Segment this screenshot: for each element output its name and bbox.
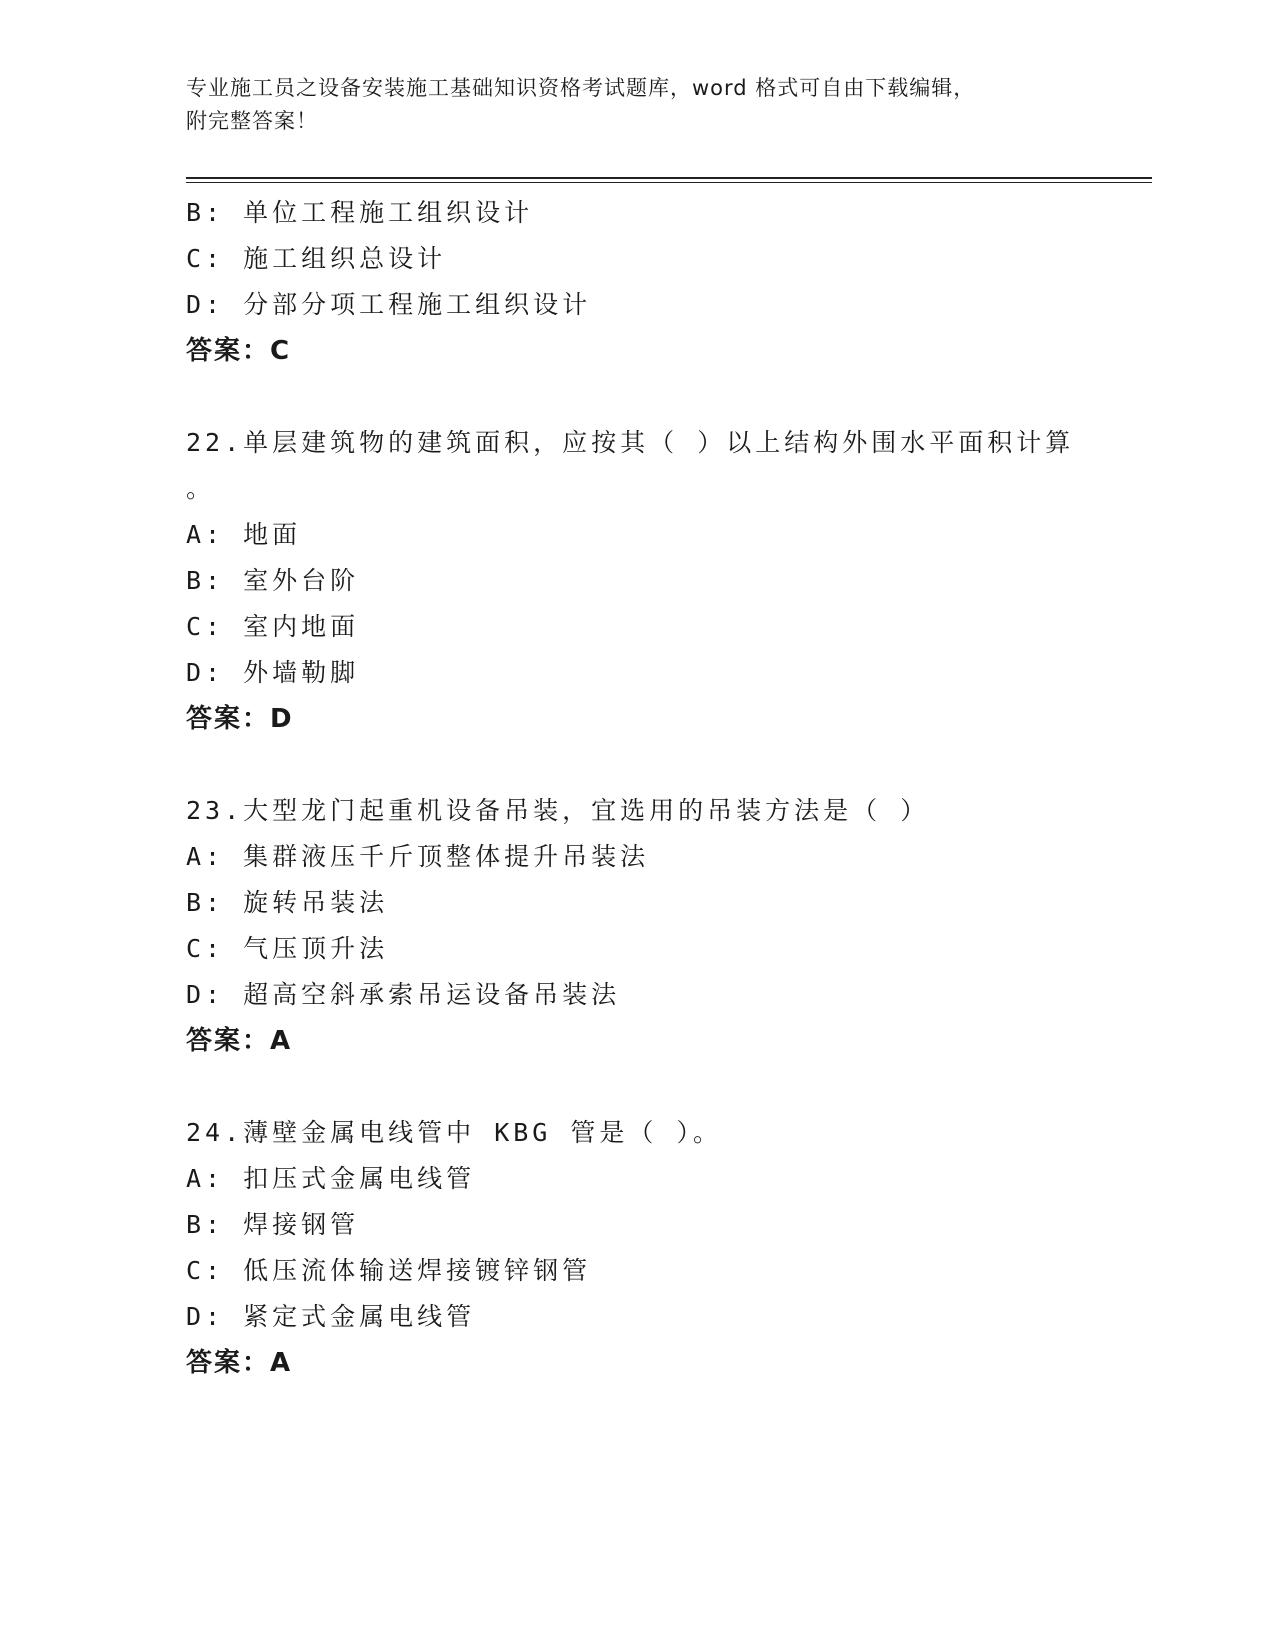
header-line-2: 附完整答案！ [186,109,318,133]
question-stem: 24.薄壁金属电线管中 KBG 管是（ ）。 [186,1118,722,1147]
question-23 [186,788,1152,1064]
question-stem: 22.单层建筑物的建筑面积，应按其（ ）以上结构外围水平面积计算 [186,428,1075,457]
spacer [186,374,1152,420]
question-24 [186,1110,1152,1386]
document-header [186,72,1086,138]
option-b: B: 旋转吊装法 [186,888,389,917]
question-21-continued [186,190,1152,374]
spacer [186,1064,1152,1110]
question-22 [186,420,1152,742]
option-d: D: 分部分项工程施工组织设计 [186,290,592,319]
option-d: D: 外墙勒脚 [186,658,360,687]
option-d: D: 紧定式金属电线管 [186,1302,476,1331]
option-b: B: 单位工程施工组织设计 [186,198,534,227]
option-a: A: 扣压式金属电线管 [186,1164,476,1193]
option-b: B: 室外台阶 [186,566,360,595]
answer-line: 答案：A [186,1026,293,1056]
option-c: C: 气压顶升法 [186,934,389,963]
option-c: C: 低压流体输送焊接镀锌钢管 [186,1256,592,1285]
spacer [186,742,1152,788]
header-divider-thin [186,182,1152,183]
option-c: C: 施工组织总设计 [186,244,447,273]
header-divider-thick [186,177,1152,179]
option-c: C: 室内地面 [186,612,360,641]
answer-line: 答案：A [186,1348,293,1378]
header-line-1: 专业施工员之设备安装施工基础知识资格考试题库，word 格式可自由下载编辑， [186,76,976,100]
question-list [186,190,1152,1386]
question-stem: 23.大型龙门起重机设备吊装，宜选用的吊装方法是（ ） [186,796,930,825]
question-stem-continued: 。 [186,474,216,503]
option-d: D: 超高空斜承索吊运设备吊装法 [186,980,621,1009]
answer-line: 答案：D [186,704,294,734]
answer-line: 答案：C [186,336,292,366]
option-b: B: 焊接钢管 [186,1210,360,1239]
option-a: A: 地面 [186,520,302,549]
option-a: A: 集群液压千斤顶整体提升吊装法 [186,842,650,871]
